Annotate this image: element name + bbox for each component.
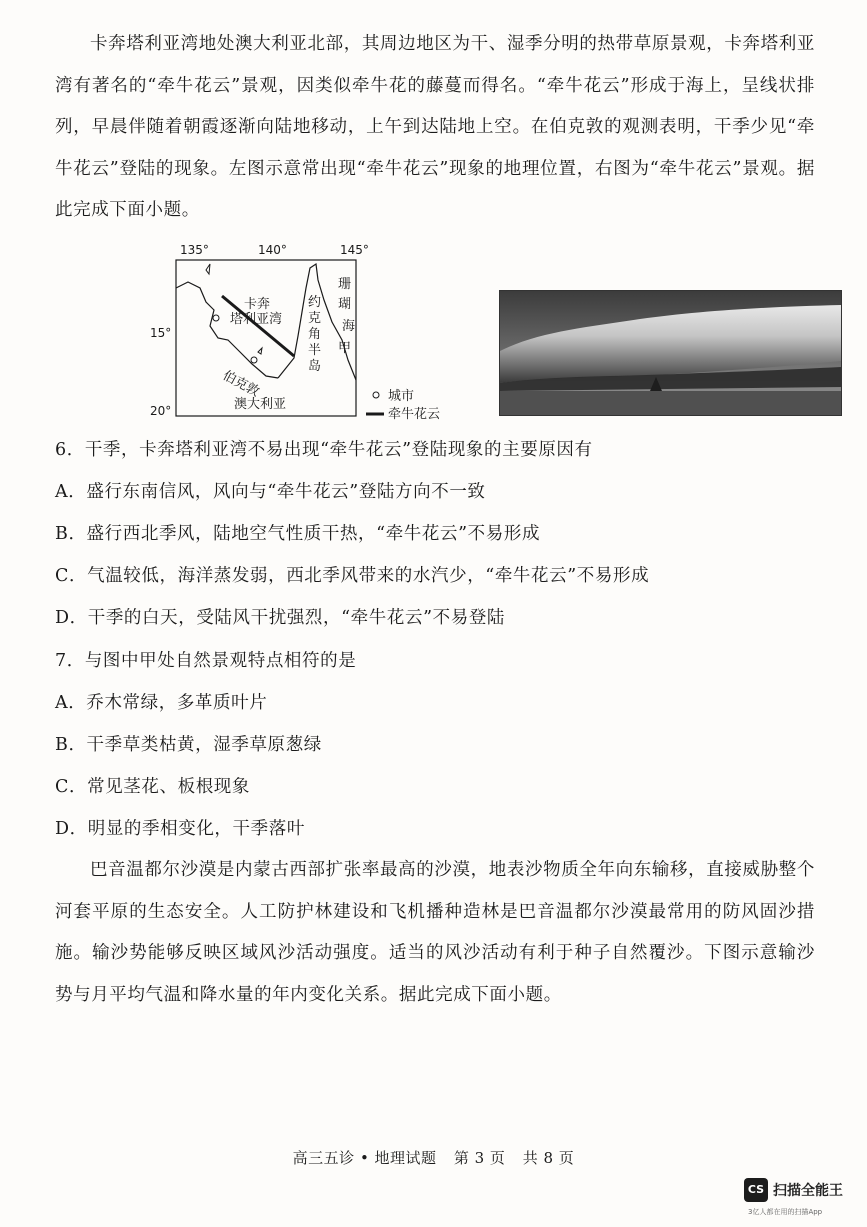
sea-label-1: 珊 <box>338 277 352 292</box>
city-marker-burketown <box>251 357 257 363</box>
lat-label-15: 15° <box>150 326 172 340</box>
lon-label-145: 145° <box>340 243 369 257</box>
lon-label-135: 135° <box>180 243 209 257</box>
question-7-stem: 7．与图中甲处自然景观特点相符的是 <box>55 651 357 671</box>
map-frame <box>176 260 356 416</box>
peninsula-label-5: 岛 <box>308 359 322 374</box>
passage-2: 巴音温都尔沙漠是内蒙古西部扩张率最高的沙漠，地表沙物质全年向东输移，直接威胁整个河套平原的生态安全。人工防护林建设和飞机播种造林是巴音温都尔沙漠最常用的防风固沙措施。输沙势能够反映区域风沙活动强度。适当的风沙活动有利于种子自然覆沙。下图示意输沙势与月平均气温和降水量的年内变化关系。据此完成下面小题。 <box>55 860 815 1005</box>
peninsula-label-4: 半 <box>308 343 322 358</box>
country-label: 澳大利亚 <box>234 397 287 412</box>
location-map <box>148 240 458 428</box>
gulf-label: 卡奔 <box>244 297 271 312</box>
footer-title: 高三五诊 • 地理试题 <box>292 1149 437 1167</box>
question-7-option-a: A．乔木常绿，多革质叶片 <box>55 693 268 713</box>
island <box>206 264 210 274</box>
peninsula-label-1: 约 <box>308 295 322 310</box>
town-label: 伯克敦 <box>220 368 262 400</box>
legend-city-icon <box>373 392 379 398</box>
city-marker <box>213 315 219 321</box>
question-6-option-c: C．气温较低，海洋蒸发弱，西北季风带来的水汽少，“牵牛花云”不易形成 <box>55 566 650 586</box>
sea-label-3: 海 <box>342 319 356 334</box>
question-7-option-b: B．干季草类枯黄，湿季草原葱绿 <box>55 735 322 755</box>
legend-city-label: 城市 <box>388 389 415 404</box>
footer-page: 第 3 页 <box>453 1149 506 1167</box>
point-jia: 甲 <box>338 341 352 356</box>
passage-1: 卡奔塔利亚湾地处澳大利亚北部，其周边地区为干、湿季分明的热带草原景观，卡奔塔利亚湾有著名的“牵牛花云”景观，因类似牵牛花的藤蔓而得名。“牵牛花云”形成于海上，呈线状排列，早晨伴随着朝霞逐渐向陆地移动，上午到达陆地上空。在伯克敦的观测表明，干季少见“牵牛花云”登陆的现象。左图示意常出现“牵牛花云”现象的地理位置，右图为“牵牛花云”景观。据此完成下面小题。 <box>55 34 815 220</box>
page-footer <box>0 1147 867 1168</box>
legend-cloud-label: 牵牛花云 <box>388 407 441 422</box>
peninsula-label-3: 角 <box>308 327 322 342</box>
watermark-tagline: 3亿人都在用的扫描App <box>748 1208 823 1216</box>
question-7-option-c: C．常见茎花、板根现象 <box>55 777 250 797</box>
camscanner-icon: CS <box>744 1178 768 1202</box>
gulf-label-2: 塔利亚湾 <box>230 312 283 327</box>
peninsula-label-2: 克 <box>308 311 322 326</box>
question-6-option-b: B．盛行西北季风，陆地空气性质干热，“牵牛花云”不易形成 <box>55 524 541 544</box>
footer-total: 共 8 页 <box>522 1149 575 1167</box>
question-6-stem: 6．干季，卡奔塔利亚湾不易出现“牵牛花云”登陆现象的主要原因有 <box>55 440 593 460</box>
question-6-option-a: A．盛行东南信风，风向与“牵牛花云”登陆方向不一致 <box>55 482 486 502</box>
question-6-option-d: D．干季的白天，受陆风干扰强烈，“牵牛花云”不易登陆 <box>55 608 506 628</box>
sea-label-2: 瑚 <box>338 297 352 312</box>
lon-label-140: 140° <box>258 243 287 257</box>
lat-label-20: 20° <box>150 404 172 418</box>
scanner-watermark <box>744 1178 854 1218</box>
question-7-option-d: D．明显的季相变化，干季落叶 <box>55 819 305 839</box>
cloud-photo <box>499 290 842 416</box>
inlet <box>258 348 262 354</box>
watermark-name: 扫描全能王 <box>773 1183 843 1199</box>
